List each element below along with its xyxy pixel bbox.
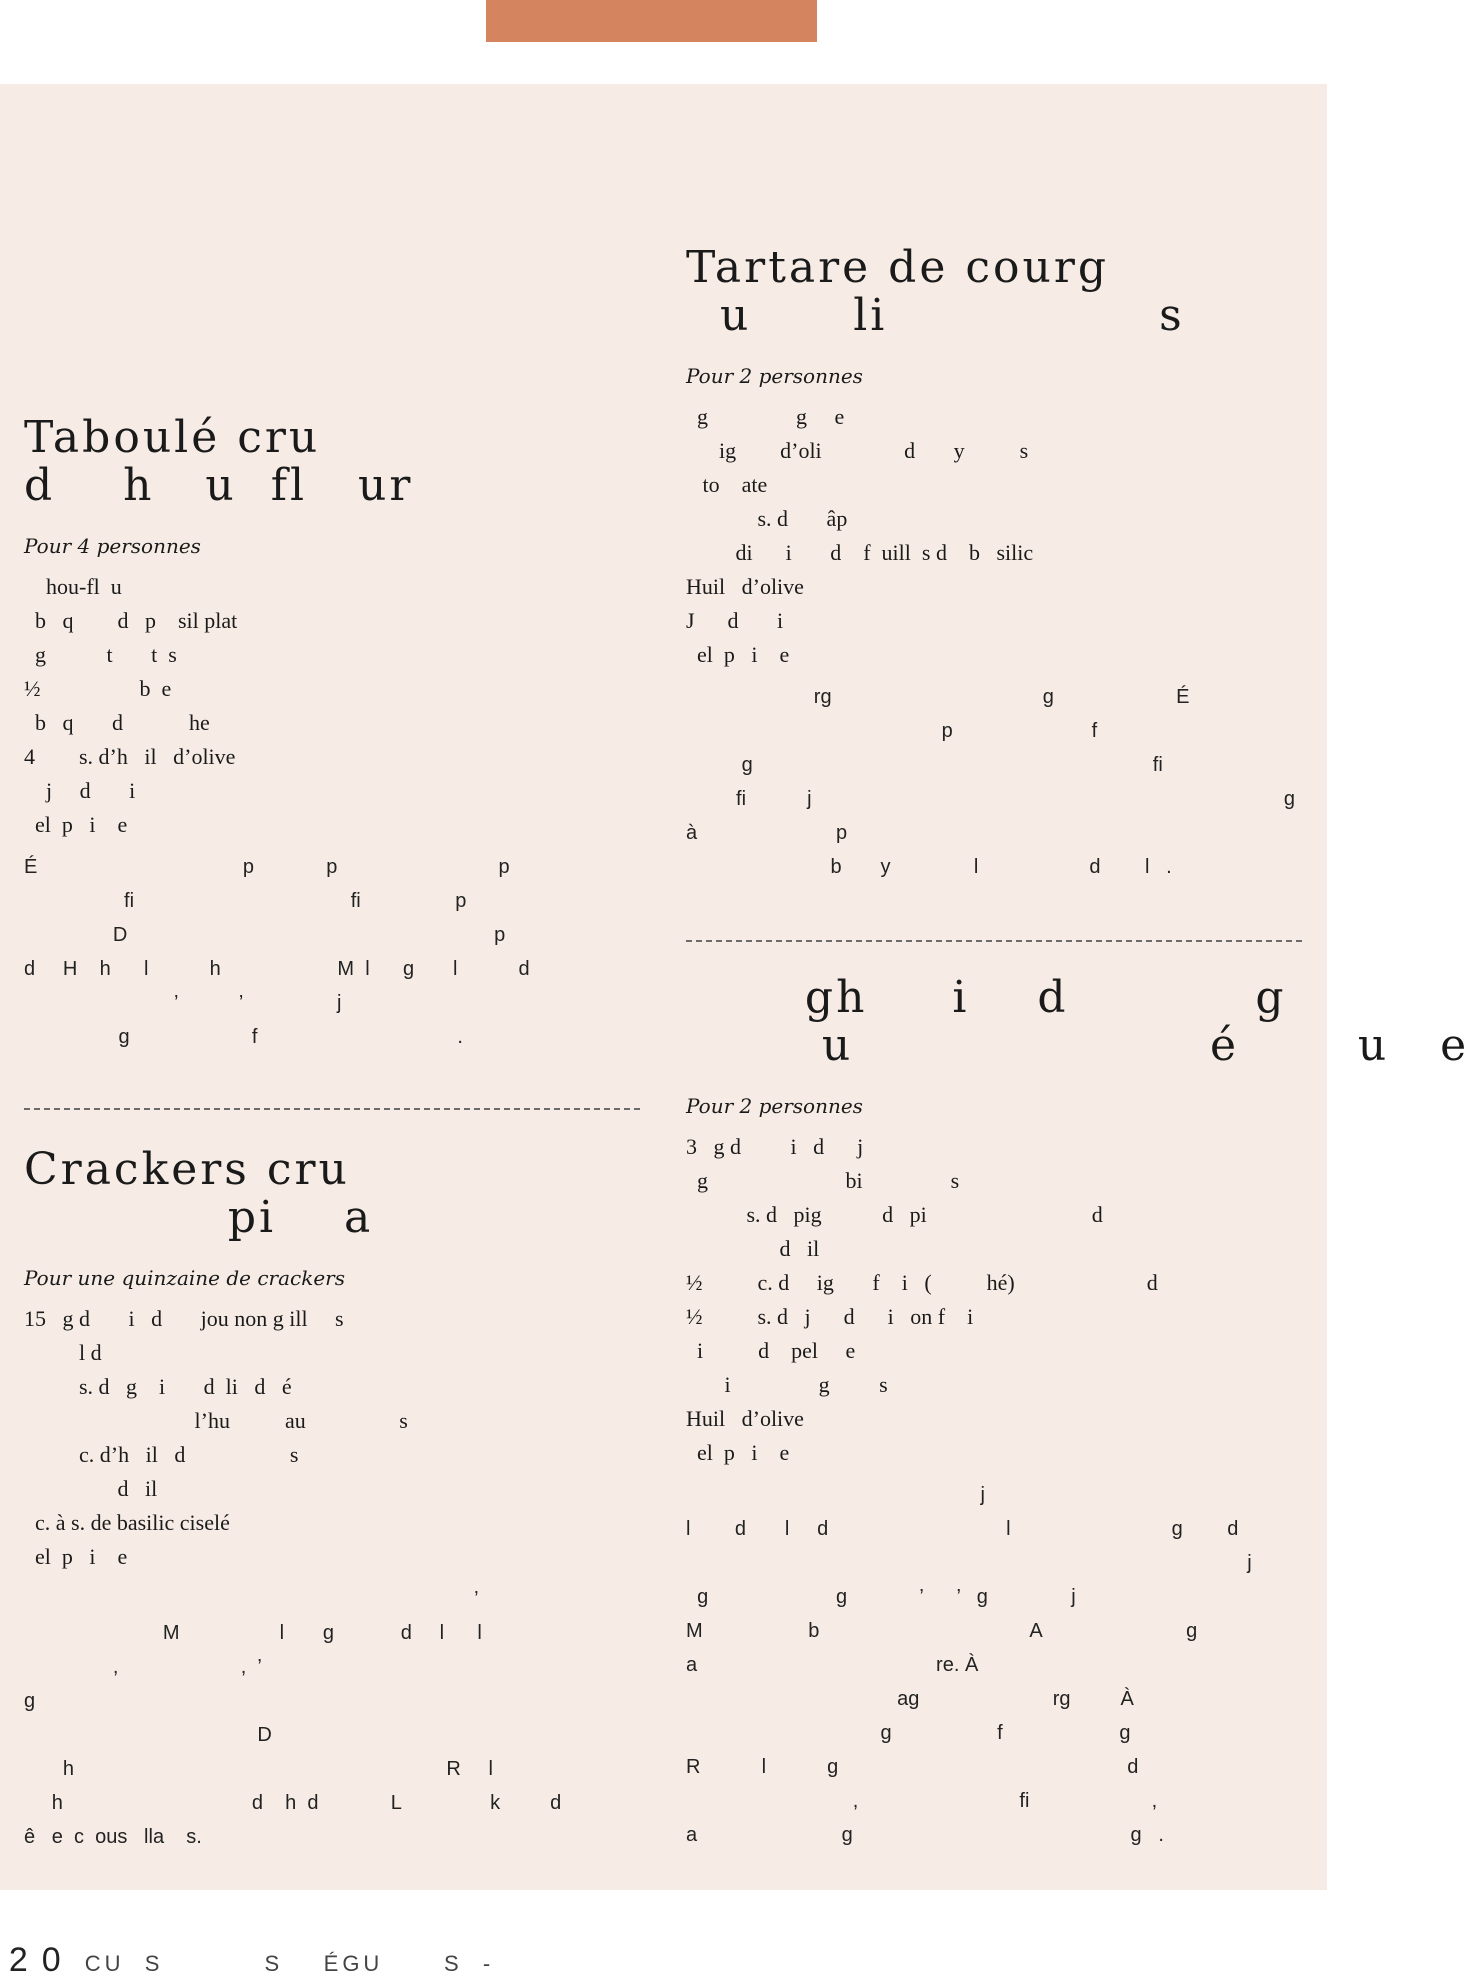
recipe-title: Tartare de courg u li s [686,242,1185,341]
ingredient-item: el p i e [686,1440,790,1465]
step-line: D [24,1724,272,1746]
step-line: ’ [24,1588,479,1610]
recipe-title: Taboulé cru d h u fl ur [24,412,414,511]
ingredient-item: s. d pig d pi d [686,1202,1103,1227]
step-line: j [686,1484,985,1506]
step-line: fi fi p [24,890,467,912]
ingredient-item: hou-fl u [24,574,122,599]
recipe-title: gh i d g u é u e [804,972,1469,1071]
recipe-taboule [24,414,644,1054]
recipe-steps [686,680,1306,884]
section-divider [686,940,1302,942]
recipe-steps [24,1582,644,1854]
ingredient-item: el p i e [686,642,790,667]
ingredient-item: g t t s [24,642,177,667]
ingredient-item: g bi s [686,1168,960,1193]
ingredient-item: b q d he [24,710,210,735]
content-panel [0,84,1469,1890]
recipe-steps [24,850,644,1054]
recipe-servings: Pour une quinzaine de crackers [24,1266,345,1290]
step-line: ’ ’ j [24,992,342,1014]
ingredient-item: l d [24,1340,102,1365]
step-line: b y l d l . [686,856,1172,878]
page-number: 20 [8,1941,75,1979]
step-line: g g ’ ’ g j [686,1586,1076,1608]
section-divider [24,1108,640,1110]
ingredient-list [686,1130,1306,1470]
step-line: d H h l h M l g l d [24,958,530,980]
ingredient-item: Huil d’olive [686,574,804,599]
ingredient-item: ½ c. d ig f i ( hé) d [686,1270,1158,1295]
ingredient-item: c. d’h il d s [24,1442,299,1467]
step-line: M b A g [686,1620,1198,1642]
step-line: g f g [686,1722,1131,1744]
step-line: fi j g [686,788,1296,810]
recipe-tartare [686,244,1306,884]
ingredient-list [24,570,644,842]
running-title: CU S S ÉGU S - [84,1951,495,1976]
ingredient-item: d il [686,1236,820,1261]
ingredient-item: di i d f uill s d b silic [686,540,1034,565]
page-footer [0,1924,700,1979]
ingredient-item: 4 s. d’h il d’olive [24,744,236,769]
ingredient-item: i g s [686,1372,888,1397]
ingredient-item: 3 g d i d j [686,1134,864,1159]
step-line: rg g É [686,686,1190,708]
step-line: É p p p [24,856,510,878]
step-line: R l g d [686,1756,1139,1778]
ingredient-item: ½ s. d j d i on f i [686,1304,974,1329]
step-line: M l g d l l [24,1622,482,1644]
step-line: h d h d L k d [24,1792,562,1814]
ingredient-item: l’hu au s [24,1408,408,1433]
top-tab-decoration [486,0,817,42]
step-line: , fi , [686,1790,1158,1812]
recipe-crackers [24,1146,644,1854]
step-line: ag rg À [686,1688,1134,1710]
step-line: D p [24,924,506,946]
ingredient-item: d il [24,1476,158,1501]
recipe-servings: Pour 4 personnes [24,534,201,558]
recipe-servings: Pour 2 personnes [686,1094,863,1118]
ingredient-list [686,400,1306,672]
step-line: l d l d l g d [686,1518,1239,1540]
ingredient-item: J d i [686,608,784,633]
step-line: a re. À [686,1654,979,1676]
ingredient-item: el p i e [24,1544,128,1569]
step-line: à p [686,822,848,844]
ingredient-item: ig d’oli d y s [686,438,1029,463]
ingredient-item: ½ b e [24,676,172,701]
step-line: g fi [686,754,1163,776]
recipe-spaghetti [686,972,1469,1852]
recipe-steps [686,1478,1306,1852]
step-line: g f . [24,1026,463,1048]
step-line: a g g . [686,1824,1164,1846]
ingredient-item: g g e [686,404,845,429]
ingredient-list [24,1302,644,1574]
step-line: g [24,1690,36,1712]
ingredient-item: b q d p sil plat [24,608,238,633]
ingredient-item: j d i [24,778,136,803]
step-line: j [686,1552,1252,1574]
ingredient-item: s. d g i d li d é [24,1374,292,1399]
ingredient-item: el p i e [24,812,128,837]
step-line: h R l [24,1758,493,1780]
ingredient-item: c. à s. de basilic ciselé [24,1510,230,1535]
recipe-title: Crackers cru pi a [24,1144,374,1243]
ingredient-item: Huil d’olive [686,1406,804,1431]
ingredient-item: s. d âp [686,506,848,531]
step-line: , , ’ [24,1656,262,1678]
recipe-servings: Pour 2 personnes [686,364,863,388]
ingredient-item: 15 g d i d jou non g ill s [24,1306,344,1331]
ingredient-item: i d pel e [686,1338,856,1363]
step-line: p f [686,720,1098,742]
ingredient-item: to ate [686,472,768,497]
step-line: ê e c ous lla s. [24,1826,202,1848]
